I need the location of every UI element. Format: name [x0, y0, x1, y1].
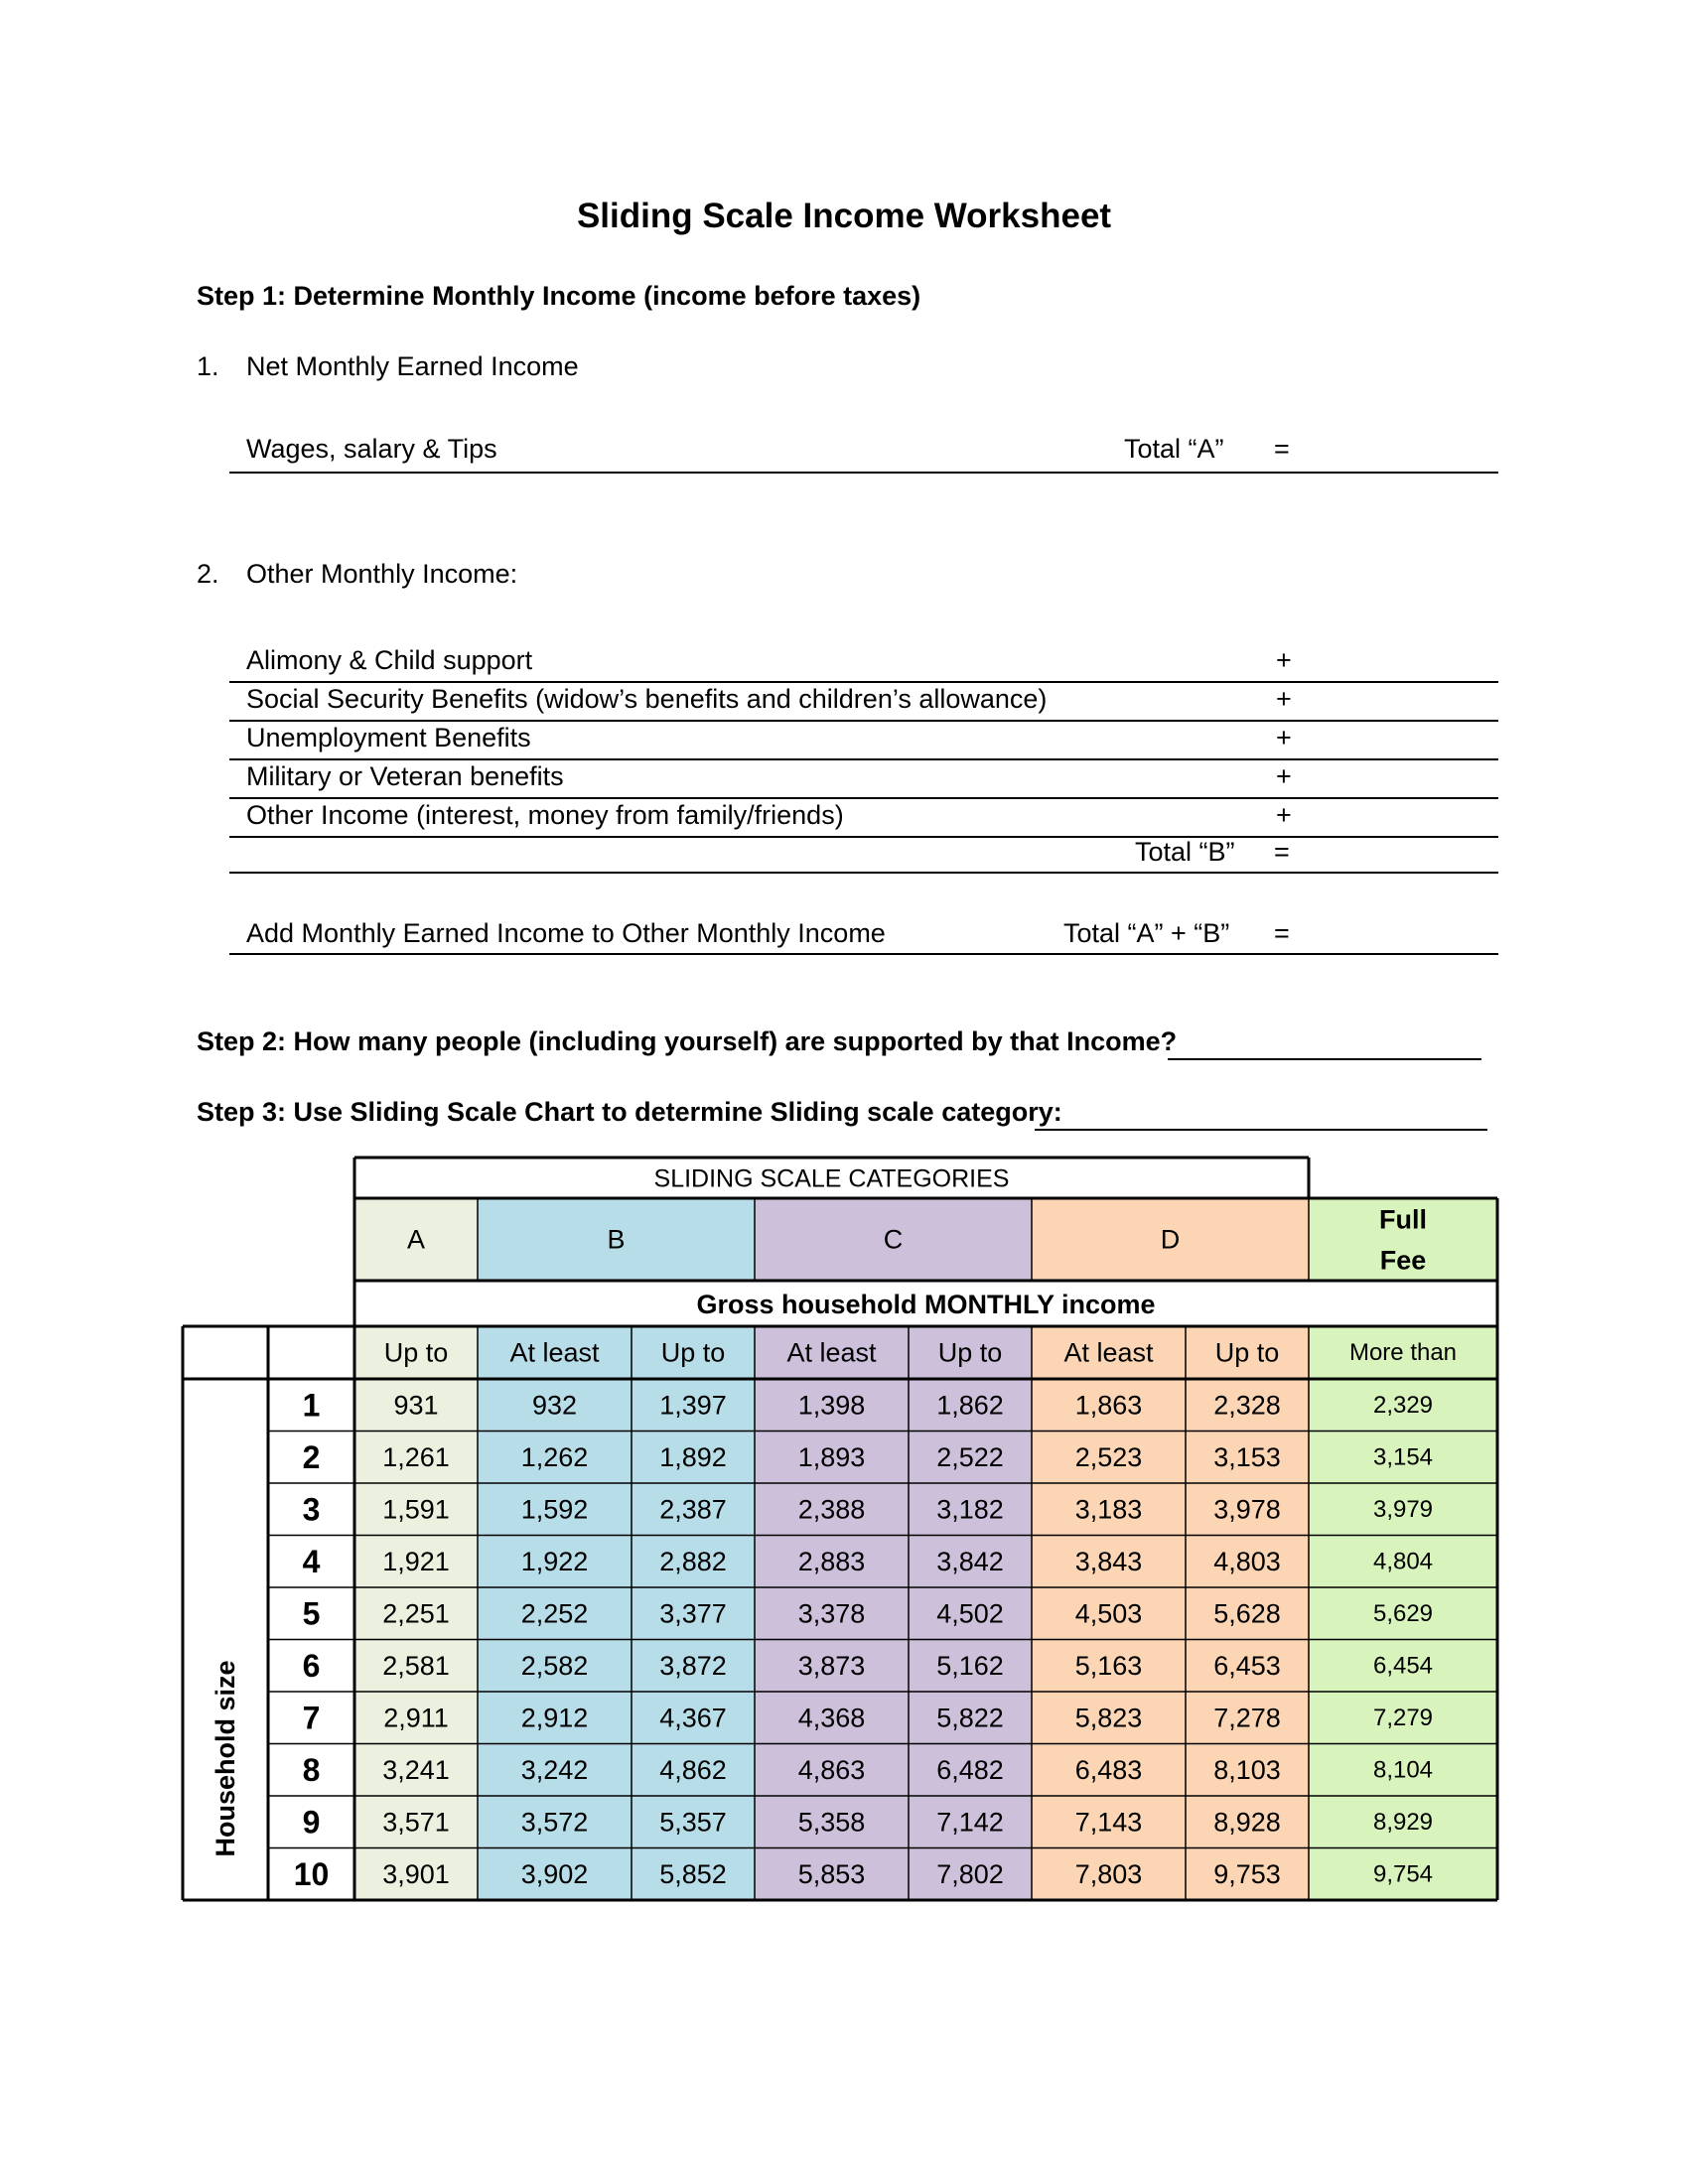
- data-cell-value: 1,862: [936, 1390, 1004, 1421]
- data-cell-value: 1,262: [520, 1441, 589, 1472]
- data-cell-value: 7,802: [936, 1858, 1004, 1889]
- chart-subtitle: Gross household MONTHLY income: [696, 1290, 1156, 1319]
- household-count-blank[interactable]: [1168, 1058, 1481, 1060]
- data-cell-value: 1,397: [659, 1390, 727, 1421]
- item2-label: Other Monthly Income:: [246, 559, 518, 589]
- data-cell-value: 2,328: [1213, 1390, 1281, 1421]
- data-cell-value: 6,453: [1213, 1650, 1281, 1681]
- household-size-label: 4: [302, 1543, 321, 1579]
- household-size-label: 8: [302, 1751, 321, 1788]
- column-header-label: More than: [1348, 1339, 1458, 1366]
- data-cell-value: 4,503: [1074, 1598, 1143, 1629]
- data-cell-value: 3,978: [1213, 1494, 1281, 1525]
- data-cell-value: 3,843: [1074, 1546, 1143, 1576]
- data-cell-value: 1,261: [382, 1441, 450, 1472]
- item2-number: 2.: [197, 559, 219, 589]
- other-income-plus-sign: +: [1276, 800, 1292, 830]
- column-header-label: At least: [1063, 1337, 1154, 1368]
- other-income-label: Military or Veteran benefits: [246, 761, 564, 791]
- data-cell-value: 5,162: [936, 1650, 1004, 1681]
- column-header-label: Up to: [937, 1337, 1003, 1368]
- household-size-label: 10: [293, 1855, 330, 1892]
- total-a-label: Total “A”: [1124, 434, 1224, 464]
- data-cell-value: 3,183: [1074, 1494, 1143, 1525]
- data-cell-value: 9,754: [1372, 1860, 1434, 1888]
- item1-label: Net Monthly Earned Income: [246, 351, 579, 381]
- data-cell-value: 2,911: [383, 1703, 449, 1733]
- total-b-label: Total “B”: [1135, 837, 1235, 867]
- data-cell-value: 2,252: [520, 1598, 589, 1629]
- category-blank[interactable]: [1035, 1129, 1487, 1131]
- data-cell-value: 1,592: [520, 1494, 589, 1525]
- data-cell-value: 8,103: [1213, 1754, 1281, 1785]
- data-cell-value: 7,278: [1213, 1703, 1281, 1733]
- data-cell-value: 5,823: [1074, 1703, 1143, 1733]
- step1-heading: Step 1: Determine Monthly Income (income before taxes): [197, 281, 921, 311]
- data-cell-value: 5,852: [659, 1858, 727, 1889]
- household-size-label: 3: [302, 1491, 321, 1528]
- total-b-equals: =: [1274, 837, 1290, 867]
- chart-title: SLIDING SCALE CATEGORIES: [653, 1164, 1010, 1193]
- data-cell-value: 5,628: [1213, 1598, 1281, 1629]
- data-cell-value: 1,921: [382, 1546, 450, 1576]
- other-income-plus-sign: +: [1276, 684, 1292, 714]
- data-cell-value: 2,882: [659, 1546, 727, 1576]
- other-income-plus-sign: +: [1276, 761, 1292, 791]
- data-cell-value: 8,104: [1372, 1756, 1434, 1784]
- data-cell-value: 3,241: [382, 1754, 450, 1785]
- data-cell-value: 3,182: [936, 1494, 1004, 1525]
- data-cell-value: 2,582: [520, 1650, 589, 1681]
- data-cell-value: 5,163: [1074, 1650, 1143, 1681]
- data-cell-value: 7,143: [1074, 1807, 1143, 1838]
- data-cell-value: 3,842: [936, 1546, 1004, 1576]
- data-cell-value: 2,912: [520, 1703, 589, 1733]
- data-cell-value: 8,928: [1213, 1807, 1281, 1838]
- data-cell-value: 2,251: [382, 1598, 450, 1629]
- data-cell-value: 4,367: [659, 1703, 727, 1733]
- data-cell-value: 2,883: [797, 1546, 866, 1576]
- other-income-line[interactable]: [229, 797, 1498, 799]
- data-cell-value: 2,523: [1074, 1441, 1143, 1472]
- data-cell-value: 3,571: [382, 1807, 450, 1838]
- data-cell-value: 1,398: [797, 1390, 866, 1421]
- data-cell-value: 3,901: [382, 1858, 450, 1889]
- data-cell-value: 3,873: [797, 1650, 866, 1681]
- data-cell-value: 8,929: [1372, 1808, 1434, 1836]
- household-size-label: 6: [302, 1647, 321, 1684]
- household-size-label: 1: [302, 1387, 321, 1424]
- data-cell-value: 5,357: [659, 1807, 727, 1838]
- data-cell-value: 931: [393, 1390, 439, 1421]
- column-header-label: Up to: [383, 1337, 449, 1368]
- row-axis-label: Household size: [211, 1660, 240, 1857]
- data-cell-value: 4,803: [1213, 1546, 1281, 1576]
- data-cell-value: 4,502: [936, 1598, 1004, 1629]
- data-cell-value: 3,242: [520, 1754, 589, 1785]
- data-cell-value: 6,482: [936, 1754, 1004, 1785]
- other-income-plus-sign: +: [1276, 645, 1292, 675]
- data-cell-value: 3,572: [520, 1807, 589, 1838]
- data-cell-value: 1,863: [1074, 1390, 1143, 1421]
- other-income-line[interactable]: [229, 836, 1498, 838]
- data-cell-value: 4,862: [659, 1754, 727, 1785]
- data-cell-value: 7,279: [1372, 1704, 1434, 1731]
- other-income-label: Alimony & Child support: [246, 645, 533, 675]
- other-income-line[interactable]: [229, 720, 1498, 722]
- category-label: A: [406, 1224, 426, 1255]
- data-cell-value: 3,872: [659, 1650, 727, 1681]
- data-cell-value: 1,893: [797, 1441, 866, 1472]
- category-label: D: [1160, 1224, 1181, 1255]
- data-cell-value: 1,922: [520, 1546, 589, 1576]
- data-cell-value: 2,388: [797, 1494, 866, 1525]
- data-cell-value: 7,142: [936, 1807, 1004, 1838]
- total-ab-equals: =: [1274, 918, 1290, 948]
- total-ab-label: Total “A” + “B”: [1063, 918, 1230, 948]
- total-a-equals: =: [1274, 434, 1290, 464]
- data-cell-value: 3,378: [797, 1598, 866, 1629]
- other-income-label: Social Security Benefits (widow’s benefits and children’s allowance): [246, 684, 1048, 714]
- page-title: Sliding Scale Income Worksheet: [576, 197, 1112, 235]
- data-cell-value: 3,902: [520, 1858, 589, 1889]
- other-income-label: Other Income (interest, money from family/friends): [246, 800, 844, 830]
- other-income-label: Unemployment Benefits: [246, 723, 531, 752]
- data-cell-value: 2,522: [936, 1441, 1004, 1472]
- data-cell-value: 4,368: [797, 1703, 866, 1733]
- wages-label: Wages, salary & Tips: [246, 434, 497, 464]
- data-cell-value: 4,804: [1372, 1548, 1434, 1575]
- data-cell-value: 1,591: [382, 1494, 450, 1525]
- category-label: C: [883, 1224, 904, 1255]
- household-size-label: 2: [302, 1438, 321, 1475]
- other-income-plus-sign: +: [1276, 723, 1292, 752]
- data-cell-value: 5,822: [936, 1703, 1004, 1733]
- data-cell-value: 3,377: [659, 1598, 727, 1629]
- item1-number: 1.: [197, 351, 219, 381]
- total-a-line[interactable]: [229, 472, 1498, 474]
- column-header-label: Up to: [1214, 1337, 1280, 1368]
- household-size-label: 9: [302, 1804, 321, 1841]
- other-income-line[interactable]: [229, 681, 1498, 683]
- full-fee-label: Full: [1379, 1204, 1427, 1235]
- data-cell-value: 7,803: [1074, 1858, 1143, 1889]
- total-ab-line[interactable]: [229, 953, 1498, 955]
- step2-heading: Step 2: How many people (including yourself) are supported by that Income?: [197, 1026, 1178, 1056]
- add-income-label: Add Monthly Earned Income to Other Monthly Income: [246, 918, 886, 948]
- step3-heading: Step 3: Use Sliding Scale Chart to determine Sliding scale category:: [197, 1097, 1062, 1127]
- category-label: B: [607, 1224, 626, 1255]
- data-cell-value: 1,892: [659, 1441, 727, 1472]
- data-cell-value: 5,358: [797, 1807, 866, 1838]
- column-header-label: Up to: [660, 1337, 726, 1368]
- data-cell-value: 6,483: [1074, 1754, 1143, 1785]
- data-cell-value: 2,581: [382, 1650, 450, 1681]
- data-cell-value: 2,387: [659, 1494, 727, 1525]
- other-income-line[interactable]: [229, 758, 1498, 760]
- full-fee-label: Fee: [1379, 1245, 1427, 1276]
- data-cell-value: 5,629: [1372, 1599, 1434, 1627]
- household-size-label: 7: [302, 1700, 321, 1736]
- data-cell-value: 5,853: [797, 1858, 866, 1889]
- total-b-line[interactable]: [229, 872, 1498, 874]
- household-size-label: 5: [302, 1595, 321, 1632]
- data-cell-value: 6,454: [1372, 1652, 1434, 1680]
- column-header-label: At least: [509, 1337, 600, 1368]
- data-cell-value: 4,863: [797, 1754, 866, 1785]
- column-header-label: At least: [786, 1337, 877, 1368]
- data-cell-value: 2,329: [1372, 1391, 1434, 1419]
- data-cell-value: 3,153: [1213, 1441, 1281, 1472]
- data-cell-value: 3,154: [1372, 1443, 1434, 1471]
- data-cell-value: 9,753: [1213, 1858, 1281, 1889]
- data-cell-value: 932: [531, 1390, 578, 1421]
- data-cell-value: 3,979: [1372, 1495, 1434, 1523]
